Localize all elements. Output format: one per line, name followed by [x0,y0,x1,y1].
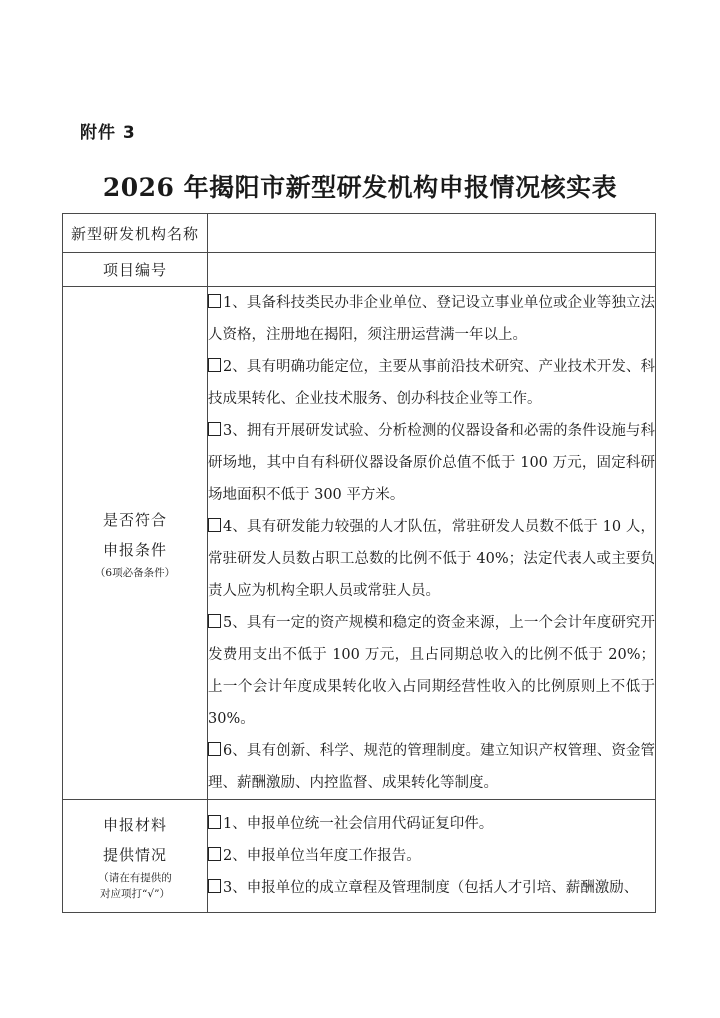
checkbox-icon[interactable] [208,518,221,532]
condition-item: 6、具有创新、科学、规范的管理制度。建立知识产权管理、资金管理、薪酬激励、内控监督、成果转化等制度。 [208,743,655,791]
eligibility-label-line1: 是否符合 [102,511,167,529]
condition-item: 4、具有研发能力较强的人才队伍，常驻研发人员数不低于 10 人，常驻研发人员数占职工总数的比例不低于 40%；法定代表人或主要负责人应为机构全职人员或常驻人员。 [208,519,655,599]
condition-item: 5、具有一定的资产规模和稳定的资金来源，上一个会计年度研究开发费用支出不低于 100 万元，且占同期总收入的比例不低于 20%；上一个会计年度成果转化收入占同期经营性收入的比例原则上不低于 30%。 [208,615,655,727]
material-item: 3、申报单位的成立章程及管理制度（包括人才引培、薪酬激励、 [208,872,655,904]
eligibility-conditions-list [208,287,656,800]
eligibility-label [63,287,208,800]
material-item: 1、申报单位统一社会信用代码证复印件。 [208,808,655,840]
materials-label-line2: 提供情况 [102,846,167,864]
materials-label [63,800,208,913]
institution-name-field[interactable] [208,214,656,253]
project-number-field[interactable] [208,253,656,287]
checkbox-icon[interactable] [208,614,221,628]
checkbox-icon[interactable] [208,422,221,436]
materials-label-note2: 对应项打“√”） [100,888,170,900]
document-title: 2026 年揭阳市新型研发机构申报情况核实表 [102,173,618,202]
checkbox-icon[interactable] [208,742,221,756]
eligibility-label-line2: 申报条件 [102,541,167,559]
checkbox-icon[interactable] [208,879,221,893]
row-materials [63,800,656,913]
materials-list [208,800,656,913]
condition-item: 2、具有明确功能定位，主要从事前沿技术研究、产业技术开发、科技成果转化、企业技术服务、创办科技企业等工作。 [208,359,655,407]
row-eligibility-conditions [63,287,656,800]
condition-item: 1、具备科技类民办非企业单位、登记设立事业单位或企业等独立法人资格，注册地在揭阳，须注册运营满一年以上。 [208,295,655,343]
checkbox-icon[interactable] [208,294,221,308]
condition-item: 3、拥有开展研发试验、分析检测的仪器设备和必需的条件设施与科研场地，其中自有科研仪器设备原价总值不低于 100 万元，固定科研场地面积不低于 300 平方米。 [208,423,655,503]
institution-name-label: 新型研发机构名称 [63,214,208,253]
eligibility-label-note: （6项必备条件） [94,567,176,579]
project-number-label: 项目编号 [63,253,208,287]
row-project-number [63,253,656,287]
materials-label-line1: 申报材料 [102,816,167,834]
checkbox-icon[interactable] [208,847,221,861]
verification-table [62,213,656,913]
row-institution-name [63,214,656,253]
checkbox-icon[interactable] [208,815,221,829]
material-item: 2、申报单位当年度工作报告。 [208,840,655,872]
materials-label-note1: （请在有提供的 [98,872,172,884]
attachment-label: 附件 3 [80,123,136,143]
checkbox-icon[interactable] [208,358,221,372]
